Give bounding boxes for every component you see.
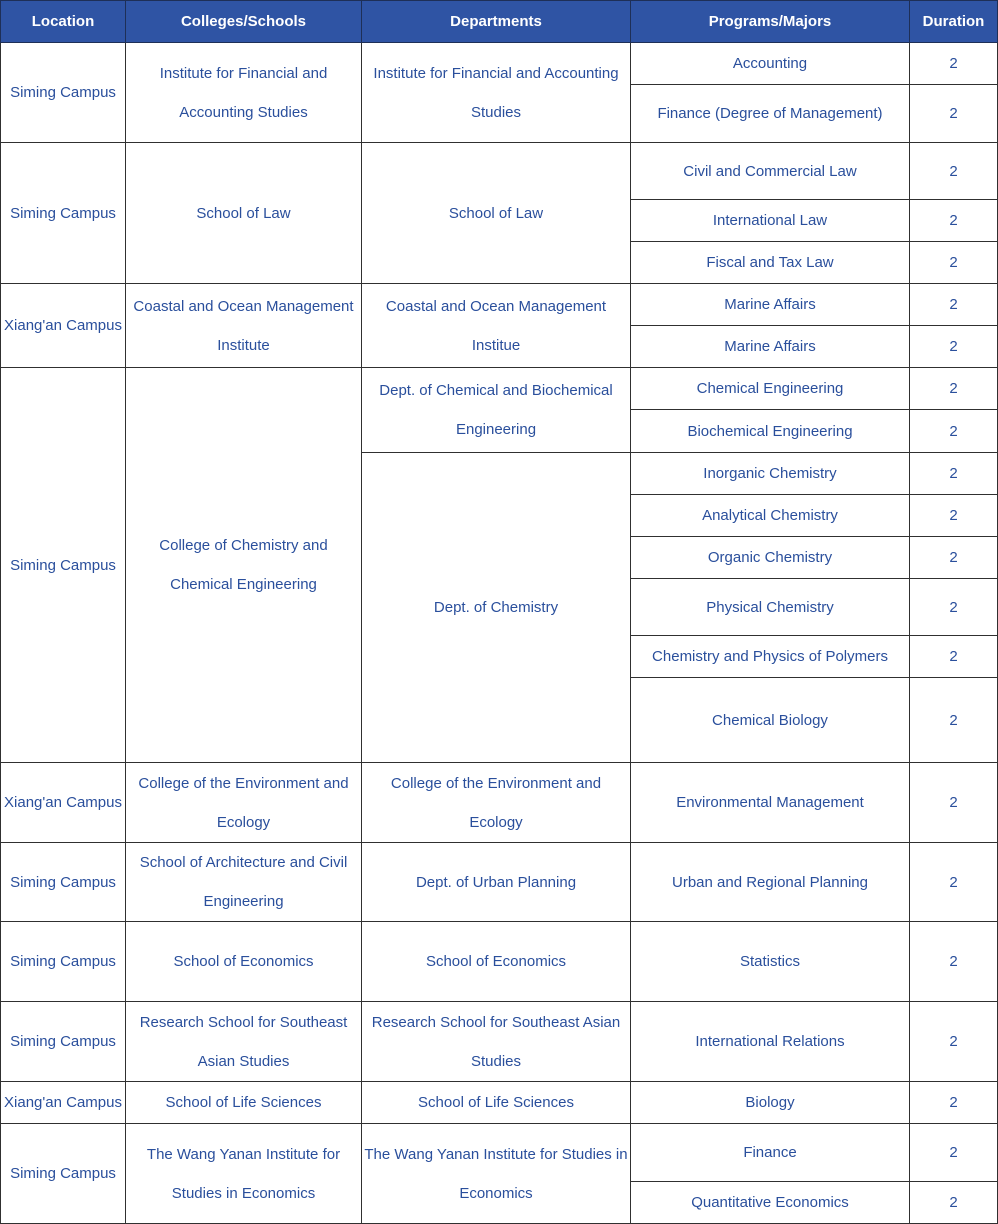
header-departments: Departments [362,1,631,43]
duration-cell: 2 [910,200,998,242]
header-duration: Duration [910,1,998,43]
duration-cell: 2 [910,284,998,326]
location-cell: Xiang'an Campus [1,763,126,843]
table-body [1,43,998,1224]
duration-cell: 2 [910,636,998,678]
department-cell: School of Law [362,143,631,284]
table-row [1,843,998,922]
table-row [1,1124,998,1182]
department-cell: Research School for Southeast Asian Studies [362,1002,631,1082]
duration-cell: 2 [910,143,998,200]
header-row [1,1,998,43]
duration-cell: 2 [910,43,998,85]
department-cell: Dept. of Chemistry [362,453,631,763]
program-cell: Environmental Management [631,763,910,843]
program-cell: Civil and Commercial Law [631,143,910,200]
duration-cell: 2 [910,922,998,1002]
program-cell: Finance [631,1124,910,1182]
program-cell: Chemistry and Physics of Polymers [631,636,910,678]
college-cell: The Wang Yanan Institute for Studies in Economics [126,1124,362,1224]
duration-cell: 2 [910,453,998,495]
table-row [1,763,998,843]
table-row [1,1002,998,1082]
table-row [1,143,998,200]
program-cell: Statistics [631,922,910,1002]
duration-cell: 2 [910,1124,998,1182]
duration-cell: 2 [910,242,998,284]
program-cell: Chemical Biology [631,678,910,763]
college-cell: School of Architecture and Civil Engineering [126,843,362,922]
table-row [1,284,998,326]
location-cell: Siming Campus [1,143,126,284]
table-row [1,1082,998,1124]
program-cell: Physical Chemistry [631,579,910,636]
duration-cell: 2 [910,495,998,537]
department-cell: College of the Environment and Ecology [362,763,631,843]
college-cell: Institute for Financial and Accounting Studies [126,43,362,143]
department-cell: School of Economics [362,922,631,1002]
program-cell: International Relations [631,1002,910,1082]
duration-cell: 2 [910,326,998,368]
college-cell: Coastal and Ocean Management Institute [126,284,362,368]
duration-cell: 2 [910,843,998,922]
college-cell: Research School for Southeast Asian Studies [126,1002,362,1082]
duration-cell: 2 [910,410,998,453]
duration-cell: 2 [910,579,998,636]
duration-cell: 2 [910,678,998,763]
program-cell: Fiscal and Tax Law [631,242,910,284]
department-cell: The Wang Yanan Institute for Studies in Economics [362,1124,631,1224]
location-cell: Xiang'an Campus [1,1082,126,1124]
college-cell: School of Economics [126,922,362,1002]
program-cell: Urban and Regional Planning [631,843,910,922]
duration-cell: 2 [910,1002,998,1082]
program-cell: Accounting [631,43,910,85]
duration-cell: 2 [910,763,998,843]
college-cell: College of Chemistry and Chemical Engineering [126,368,362,763]
program-cell: Chemical Engineering [631,368,910,410]
duration-cell: 2 [910,85,998,143]
program-cell: International Law [631,200,910,242]
program-cell: Analytical Chemistry [631,495,910,537]
table-header [1,1,998,43]
program-cell: Quantitative Economics [631,1182,910,1224]
college-cell: School of Life Sciences [126,1082,362,1124]
header-location: Location [1,1,126,43]
location-cell: Siming Campus [1,1124,126,1224]
department-cell: Institute for Financial and Accounting Studies [362,43,631,143]
header-colleges: Colleges/Schools [126,1,362,43]
table-row [1,922,998,1002]
header-programs: Programs/Majors [631,1,910,43]
department-cell: Dept. of Urban Planning [362,843,631,922]
college-cell: School of Law [126,143,362,284]
program-cell: Inorganic Chemistry [631,453,910,495]
program-cell: Marine Affairs [631,284,910,326]
program-cell: Marine Affairs [631,326,910,368]
department-cell: Dept. of Chemical and Biochemical Engineering [362,368,631,453]
program-cell: Organic Chemistry [631,537,910,579]
location-cell: Siming Campus [1,843,126,922]
program-cell: Finance (Degree of Management) [631,85,910,143]
table-row [1,368,998,410]
duration-cell: 2 [910,537,998,579]
duration-cell: 2 [910,1182,998,1224]
duration-cell: 2 [910,368,998,410]
location-cell: Siming Campus [1,43,126,143]
location-cell: Siming Campus [1,922,126,1002]
department-cell: School of Life Sciences [362,1082,631,1124]
department-cell: Coastal and Ocean Management Institue [362,284,631,368]
college-cell: College of the Environment and Ecology [126,763,362,843]
duration-cell: 2 [910,1082,998,1124]
program-cell: Biochemical Engineering [631,410,910,453]
table-row [1,43,998,85]
program-cell: Biology [631,1082,910,1124]
location-cell: Xiang'an Campus [1,284,126,368]
location-cell: Siming Campus [1,1002,126,1082]
location-cell: Siming Campus [1,368,126,763]
